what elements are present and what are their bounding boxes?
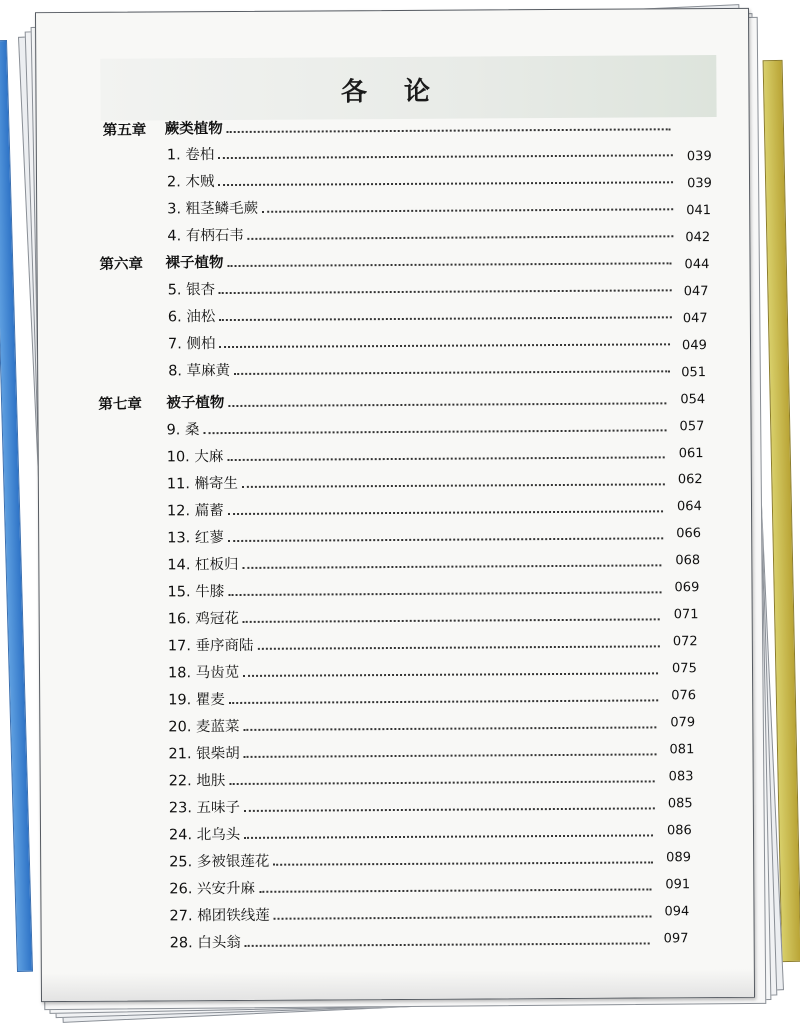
leader-dots	[228, 537, 663, 542]
page-number: 049	[681, 338, 707, 354]
leader-dots	[243, 618, 660, 623]
leader-dots	[259, 888, 651, 892]
entry-name: 1. 卷柏	[166, 147, 215, 164]
page-number: 089	[666, 850, 692, 866]
entry-name: 20. 麦蓝菜	[168, 718, 240, 736]
page-number: 051	[681, 365, 707, 381]
entry-name: 17. 垂序商陆	[167, 637, 254, 655]
entry-name: 27. 棉团铁线莲	[169, 907, 270, 925]
toc-row[interactable]	[168, 684, 662, 709]
page-number: 071	[673, 607, 699, 623]
leader-dots	[243, 564, 662, 569]
toc-row[interactable]	[167, 468, 669, 493]
toc-row-chapter[interactable]	[165, 247, 675, 272]
page-number: 064	[676, 499, 702, 515]
entry-name: 4. 有柄石韦	[167, 227, 244, 245]
leader-dots	[244, 753, 657, 758]
leader-dots	[228, 591, 661, 596]
page-number: 094	[664, 904, 690, 920]
page-number: 083	[668, 769, 694, 785]
toc-row[interactable]	[167, 522, 667, 547]
page-number: 091	[665, 877, 691, 893]
entry-name: 21. 银柴胡	[168, 745, 240, 763]
toc-row[interactable]	[168, 328, 674, 353]
chapter-title: 被子植物	[166, 395, 225, 412]
page-number: 042	[685, 230, 711, 246]
entry-name: 26. 兴安升麻	[169, 880, 256, 898]
page-number: 039	[686, 149, 712, 165]
toc-row[interactable]	[167, 220, 677, 245]
leader-dots	[227, 456, 664, 461]
leader-dots	[218, 154, 673, 159]
page-number: 085	[667, 796, 693, 812]
toc-page	[35, 8, 755, 1002]
leader-dots	[248, 235, 674, 240]
entry-name: 6. 油松	[167, 309, 216, 326]
entry-name: 11. 槲寄生	[166, 475, 239, 493]
toc-row[interactable]	[167, 441, 669, 466]
toc-row[interactable]	[167, 576, 665, 601]
leader-dots	[219, 316, 672, 321]
toc-row[interactable]	[167, 495, 667, 520]
toc-row[interactable]	[167, 166, 677, 191]
leader-dots	[204, 429, 667, 434]
entry-name: 22. 地肤	[168, 773, 226, 790]
page-number: 047	[682, 311, 708, 327]
leader-dots	[219, 289, 672, 294]
leader-dots	[244, 726, 657, 731]
page-number: 041	[686, 203, 712, 219]
toc-row[interactable]	[168, 711, 660, 736]
page-number: 068	[675, 553, 701, 569]
page-number: 076	[671, 688, 697, 704]
toc-row[interactable]	[168, 630, 664, 655]
leader-dots	[244, 834, 653, 838]
entry-name: 10. 大麻	[166, 449, 224, 466]
entry-name: 25. 多被银莲花	[169, 853, 270, 871]
entry-name: 8. 草麻黄	[168, 363, 231, 380]
leader-dots	[242, 483, 665, 488]
entry-name: 18. 马齿苋	[167, 664, 240, 682]
entry-name: 14. 杠板归	[167, 556, 239, 574]
leader-dots	[243, 672, 658, 677]
entry-name: 2. 木贼	[166, 174, 215, 191]
toc-row[interactable]	[167, 549, 665, 574]
leader-dots	[262, 208, 673, 213]
leader-dots	[234, 370, 670, 375]
page-number: 062	[677, 472, 703, 488]
page-number: 054	[680, 392, 706, 408]
toc-row[interactable]	[168, 274, 676, 299]
toc-row-chapter[interactable]	[165, 113, 675, 138]
leader-dots	[258, 645, 660, 649]
page-number: 097	[663, 931, 689, 947]
entry-name: 28. 白头翁	[169, 934, 241, 952]
page-number: 072	[672, 634, 698, 650]
entry-name: 12. 萹蓄	[166, 503, 224, 520]
page-number: 066	[676, 526, 702, 542]
chapter-label: 第七章	[98, 396, 142, 413]
toc-row[interactable]	[169, 792, 659, 817]
leader-dots	[228, 510, 663, 515]
page-number: 044	[684, 257, 710, 273]
toc-row[interactable]	[167, 193, 677, 218]
chapter-label: 第五章	[102, 122, 147, 139]
toc-row[interactable]	[168, 355, 674, 380]
entry-name: 19. 瞿麦	[168, 692, 225, 709]
toc-row[interactable]	[169, 900, 655, 925]
toc-row[interactable]	[169, 846, 657, 871]
page-number: 047	[683, 284, 709, 300]
entry-name: 3. 粗茎鳞毛蕨	[167, 200, 259, 218]
entry-name: 15. 牛膝	[167, 584, 225, 601]
toc-row[interactable]	[170, 927, 654, 952]
leader-dots	[274, 915, 652, 919]
toc-row[interactable]	[168, 738, 660, 763]
entry-name: 24. 北乌头	[168, 826, 241, 844]
entry-name: 9. 桑	[166, 422, 200, 439]
toc-row[interactable]	[169, 765, 659, 790]
entry-name: 7. 侧柏	[167, 336, 216, 353]
bottom-shadow	[42, 969, 754, 1001]
toc-row[interactable]	[166, 414, 670, 439]
entry-name: 13. 红蓼	[167, 530, 224, 547]
leader-dots	[227, 128, 671, 133]
toc-row[interactable]	[168, 657, 662, 682]
leader-dots	[229, 780, 654, 785]
leader-dots	[228, 402, 666, 407]
toc-row[interactable]	[168, 603, 664, 628]
chapter-title: 裸子植物	[165, 255, 224, 272]
leader-dots	[218, 181, 673, 186]
toc-row-chapter[interactable]	[166, 387, 670, 412]
chapter-title: 蕨类植物	[164, 121, 223, 138]
leader-dots	[229, 699, 658, 704]
leader-dots	[219, 343, 670, 348]
toc-row[interactable]	[168, 301, 676, 326]
leader-dots	[244, 807, 655, 812]
page-number: 079	[670, 715, 696, 731]
section-title: 各 论	[340, 76, 445, 108]
leader-dots	[228, 262, 672, 267]
toc-row[interactable]	[169, 819, 657, 844]
page-number: 069	[674, 580, 700, 596]
page-number: 081	[669, 742, 695, 758]
leader-dots	[245, 942, 650, 946]
entry-name: 16. 鸡冠花	[167, 610, 239, 628]
entry-name: 5. 银杏	[167, 282, 216, 299]
page-number: 057	[679, 419, 705, 435]
leader-dots	[273, 861, 653, 865]
page-number: 086	[666, 823, 692, 839]
toc-row[interactable]	[167, 139, 677, 164]
chapter-label: 第六章	[99, 256, 144, 273]
page-number: 061	[678, 446, 704, 462]
entry-name: 23. 五味子	[168, 799, 241, 817]
page-number: 075	[671, 661, 697, 677]
page-number: 039	[686, 176, 712, 192]
toc-row[interactable]	[169, 873, 655, 898]
